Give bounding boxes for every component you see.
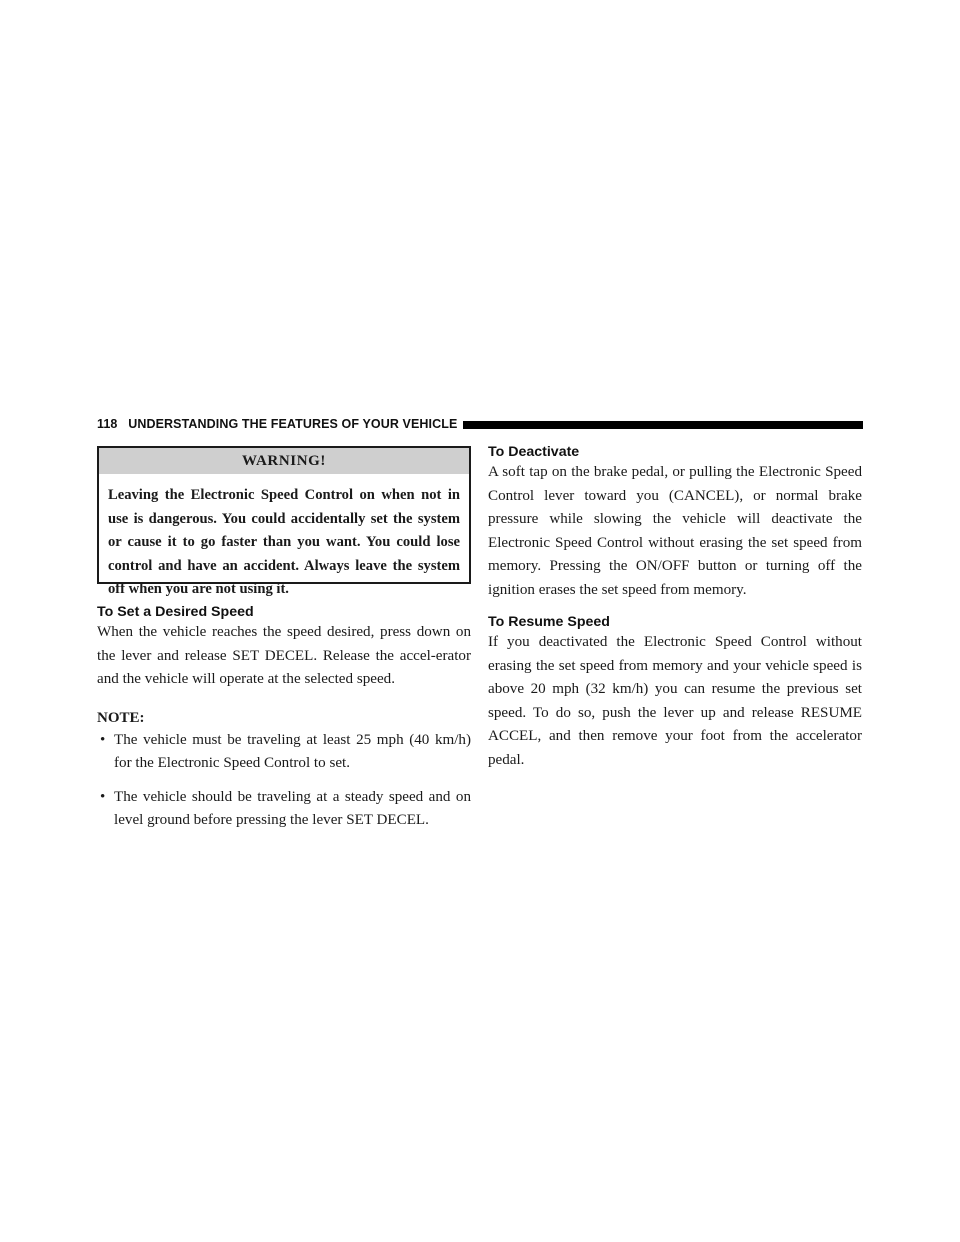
note-bullet-text: The vehicle should be traveling at a steady speed and on level ground before pressing the lever SET DECEL. (114, 788, 471, 828)
heading-set-desired-speed: To Set a Desired Speed (97, 604, 254, 620)
deactivate-paragraph: A soft tap on the brake pedal, or pulling the Electronic Speed Control lever toward you (CANCEL), or normal brake pressure while slowing the vehicle will deactivate the Electronic Speed Control without erasing the set speed from memory. Pressing the ON/OFF button or turning off the ignition erases the set speed from memory. (488, 464, 862, 598)
header-rule (463, 421, 863, 429)
right-column (488, 446, 862, 772)
note-bullet-2 (97, 786, 471, 833)
heading-deactivate: To Deactivate (488, 444, 580, 460)
page-header (97, 416, 863, 432)
bullet-dot-icon: • (100, 788, 106, 805)
note-bullet-text: The vehicle must be traveling at least 25 mph (40 km/h) for the Electronic Speed Control to set. (114, 731, 471, 771)
page-number: 118 (97, 417, 118, 431)
warning-text: Leaving the Electronic Speed Control on when not in use is dangerous. You could accidentally set the system or cause it to go faster than you want. You could lose control and have an accident. Always leave the system off when you are not using it. (108, 487, 460, 597)
left-column (97, 446, 471, 833)
section-title: UNDERSTANDING THE FEATURES OF YOUR VEHICLE (128, 417, 458, 431)
note-bullet-1 (97, 729, 471, 776)
resume-paragraph: If you deactivated the Electronic Speed Control without erasing the set speed from memory and your vehicle speed is above 20 mph (32 km/h) you can resume the previous set speed. To do so, push the lever up and release RESUME ACCEL, and then remove your foot from the accelerator pedal. (488, 634, 862, 768)
bullet-dot-icon: • (100, 731, 106, 748)
set-speed-paragraph: When the vehicle reaches the speed desired, press down on the lever and release SET DECEL. Release the accel-erator and the vehicle will operate at the selected speed. (97, 624, 471, 687)
note-label: NOTE: (97, 709, 145, 726)
warning-box (97, 446, 471, 597)
warning-title: WARNING! (99, 448, 469, 474)
heading-resume-speed: To Resume Speed (488, 614, 610, 630)
page-header-text (97, 416, 457, 432)
